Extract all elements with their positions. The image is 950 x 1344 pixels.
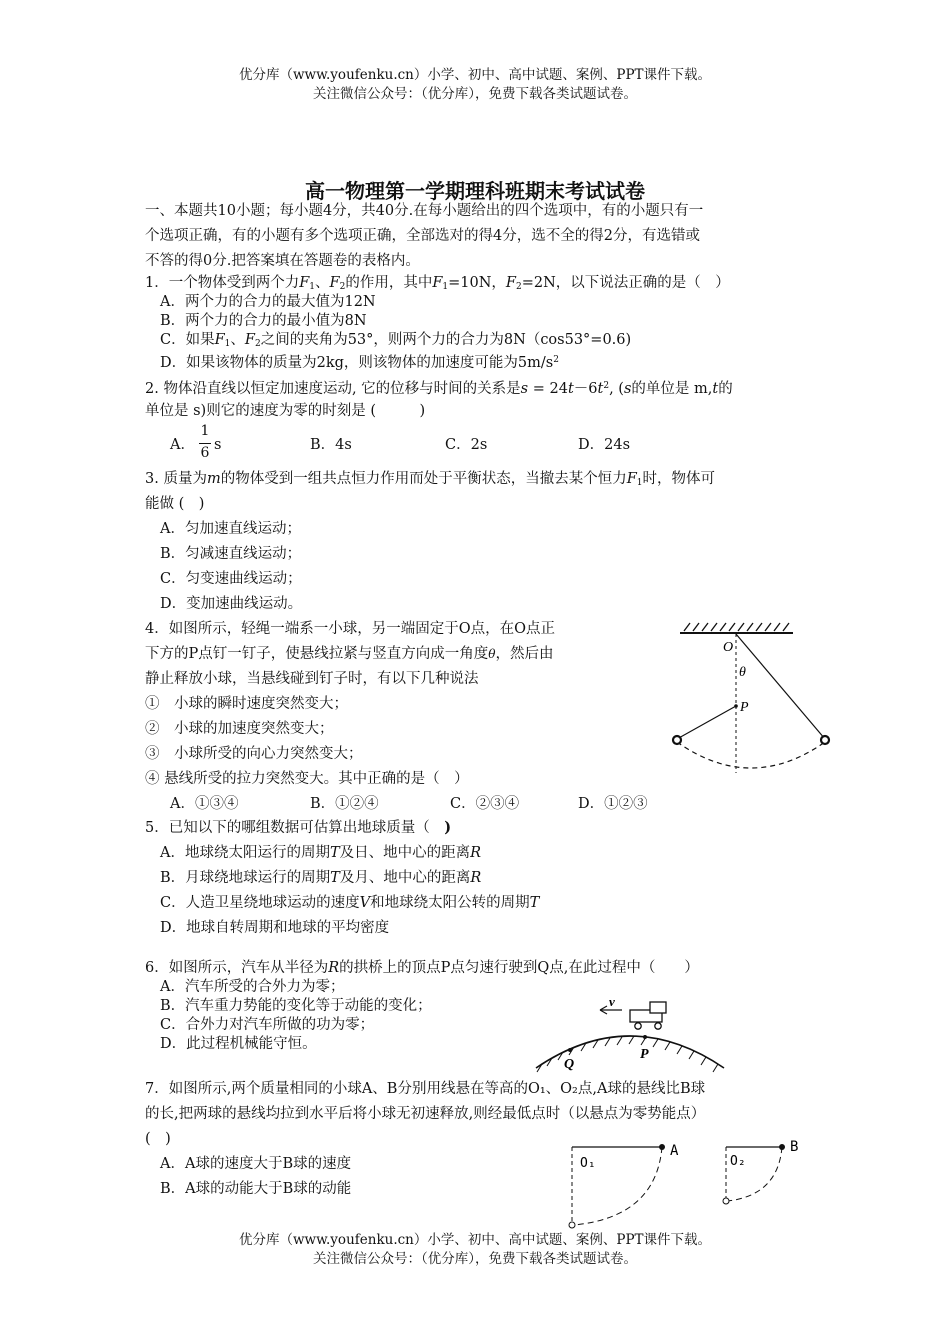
header-line-1: 优分库（www.youfenku.cn）小学、初中、高中试题、案例、PPT课件下载。 (238, 67, 712, 83)
string-left (677, 706, 736, 739)
lowest-point-a (569, 1222, 575, 1228)
q1-option-b: B．两个力的合力的最小值为8N (160, 313, 367, 329)
label-p: P (640, 1047, 649, 1062)
ceiling-hatching (684, 623, 789, 631)
q5-option-b: B．月球绕地球运行的周期T及月、地中心的距离R (160, 870, 482, 886)
label-a: A (670, 1143, 679, 1159)
label-p: P (740, 700, 749, 715)
instructions-line-3: 不答的得0分.把答案填在答题卷的表格内。 (145, 253, 420, 269)
arch-bridge-figure (530, 996, 755, 1076)
instructions-line-1: 一、本题共10小题；每小题4分，共40分.在每小题给出的四个选项中，有的小题只有一 (145, 203, 704, 219)
q4-statement-4: ④ 悬线所受的拉力突然变大。其中正确的是（ ） (145, 771, 469, 787)
q3-option-c: C．匀变速曲线运动； (160, 571, 302, 587)
q5-option-c: C．人造卫星绕地球运动的速度V和地球绕太阳公转的周期T (160, 895, 540, 911)
q4-stem-line-1: 4．如图所示，轻绳一端系一小球，另一端固定于O点，在O点正 (145, 621, 555, 637)
point-q (568, 1048, 572, 1052)
q5-stem: 5．已知以下的哪组数据可估算出地球质量（ ) (145, 819, 452, 836)
q2-option-a-label: A． (170, 437, 195, 453)
q4-statement-1: ① 小球的瞬时速度突然变大； (145, 696, 348, 712)
q6-option-d: D．此过程机械能守恒。 (160, 1036, 317, 1052)
q4-stem-line-3: 静止释放小球，当悬线碰到钉子时，有以下几种说法 (145, 671, 479, 687)
q2-stem-line-1: 2. 物体沿直线以恒定加速度运动, 它的位移与时间的关系是$s = 24t-6t^2$, (s的单位是 m,t的 (145, 381, 733, 397)
instructions-line-2: 个选项正确，有的小题有多个选项正确，全部选对的得4分，选不全的得2分，有选错或 (145, 228, 700, 244)
q4-statement-2: ② 小球的加速度突然变大； (145, 721, 334, 737)
ball-right (821, 736, 829, 744)
q4-stem-line-2: 下方的P点钉一钉子，使悬线拉紧与竖直方向成一角度θ，然后由 (145, 646, 554, 662)
q2-option-b: B．4s (310, 437, 352, 453)
fraction-bar (199, 443, 211, 444)
q4-option-a: A．①③④ (170, 796, 239, 812)
q2-option-d: D．24s (578, 437, 631, 453)
header-line-2: 关注微信公众号：（优分库），免费下载各类试题试卷。 (313, 86, 637, 102)
q3-option-d: D．变加速曲线运动。 (160, 596, 303, 612)
q1-option-a: A．两个力的合力的最大值为12N (160, 294, 376, 310)
label-o2: O₂ (730, 1154, 746, 1169)
q2-option-a-numerator: 1 (200, 423, 210, 439)
q6-option-a: A．汽车所受的合外力为零； (160, 979, 345, 995)
lowest-point-b (723, 1198, 729, 1204)
label-b: B (790, 1139, 799, 1155)
q2-option-a-unit: s (214, 437, 222, 453)
nail-point (734, 704, 738, 708)
ball-left (673, 736, 681, 744)
q5-option-d: D．地球自转周期和地球的平均密度 (160, 920, 390, 936)
string-right (736, 634, 825, 739)
footer-line-2: 关注微信公众号：（优分库），免费下载各类试题试卷。 (313, 1251, 637, 1267)
footer-line-1: 优分库（www.youfenku.cn）小学、初中、高中试题、案例、PPT课件下载。 (238, 1232, 712, 1248)
q7-stem-line-2: 的长,把两球的悬线均拉到水平后将小球无初速释放,则经最低点时（以悬点为零势能点） (145, 1106, 706, 1122)
q4-statement-3: ③ 小球所受的向心力突然变大； (145, 746, 363, 762)
q1-option-d: D．如果该物体的质量为2kg，则该物体的加速度可能为$5m/s^2$ (160, 355, 559, 371)
q2-stem-line-2: 单位是 s)则它的速度为零的时刻是 ( ) (145, 403, 426, 419)
two-pendulums-figure (560, 1133, 810, 1233)
q7-option-a: A．A球的速度大于B球的速度 (160, 1156, 352, 1172)
q4-option-d: D．①②③ (578, 796, 648, 812)
q1-option-c: C．如果$F_1$、$F_2$之间的夹角为53°，则两个力的合力为8N（cos53°=0.6) (160, 332, 632, 349)
q2-option-c: C．2s (445, 437, 488, 453)
pendulum-figure (665, 618, 845, 780)
exam-title: 高一物理第一学期理科班期末考试试卷 (305, 179, 645, 203)
q7-option-b: B．A球的动能大于B球的动能 (160, 1181, 352, 1197)
q3-stem-line-2: 能做 ( ) (145, 496, 205, 512)
label-q: Q (564, 1057, 575, 1072)
q3-stem-line-1: 3. 质量为m的物体受到一组共点恒力作用而处于平衡状态，当撤去某个恒力$F_1$时，物体可 (145, 471, 715, 488)
page-footer (0, 1231, 950, 1269)
q7-stem-line-3: ( ) (145, 1131, 171, 1147)
q3-option-a: A．匀加速直线运动； (160, 521, 301, 537)
q3-option-b: B．匀减速直线运动； (160, 546, 302, 562)
q5-option-a: A．地球绕太阳运行的周期T及日、地中心的距离R (160, 845, 482, 861)
label-theta: θ (739, 665, 746, 680)
q2-option-a-denominator: 6 (200, 445, 210, 461)
q6-stem: 6．如图所示，汽车从半径为R的拱桥上的顶点P点匀速行驶到Q点,在此过程中（ ） (145, 960, 699, 976)
label-v: v (609, 996, 615, 1009)
q4-option-b: B．①②④ (310, 796, 379, 812)
q1-stem: 1．一个物体受到两个力$F_1$、$F_2$的作用，其中$F_1=10N$，$F_2=2N$，以下说法正确的是（ ） (145, 275, 730, 292)
q6-option-c: C．合外力对汽车所做的功为零； (160, 1017, 375, 1033)
q7-stem-line-1: 7．如图所示,两个质量相同的小球A、B分别用线悬在等高的O₁、O₂点,A球的悬线比B球 (145, 1081, 706, 1097)
label-o: O (723, 640, 734, 655)
q6-option-b: B．汽车重力势能的变化等于动能的变化； (160, 998, 432, 1014)
car-icon (630, 1002, 666, 1029)
point-p (643, 1035, 647, 1039)
page-header (0, 66, 950, 104)
label-o1: O₁ (580, 1156, 596, 1171)
q4-option-c: C．②③④ (450, 796, 520, 812)
arc-dashed (677, 742, 825, 768)
